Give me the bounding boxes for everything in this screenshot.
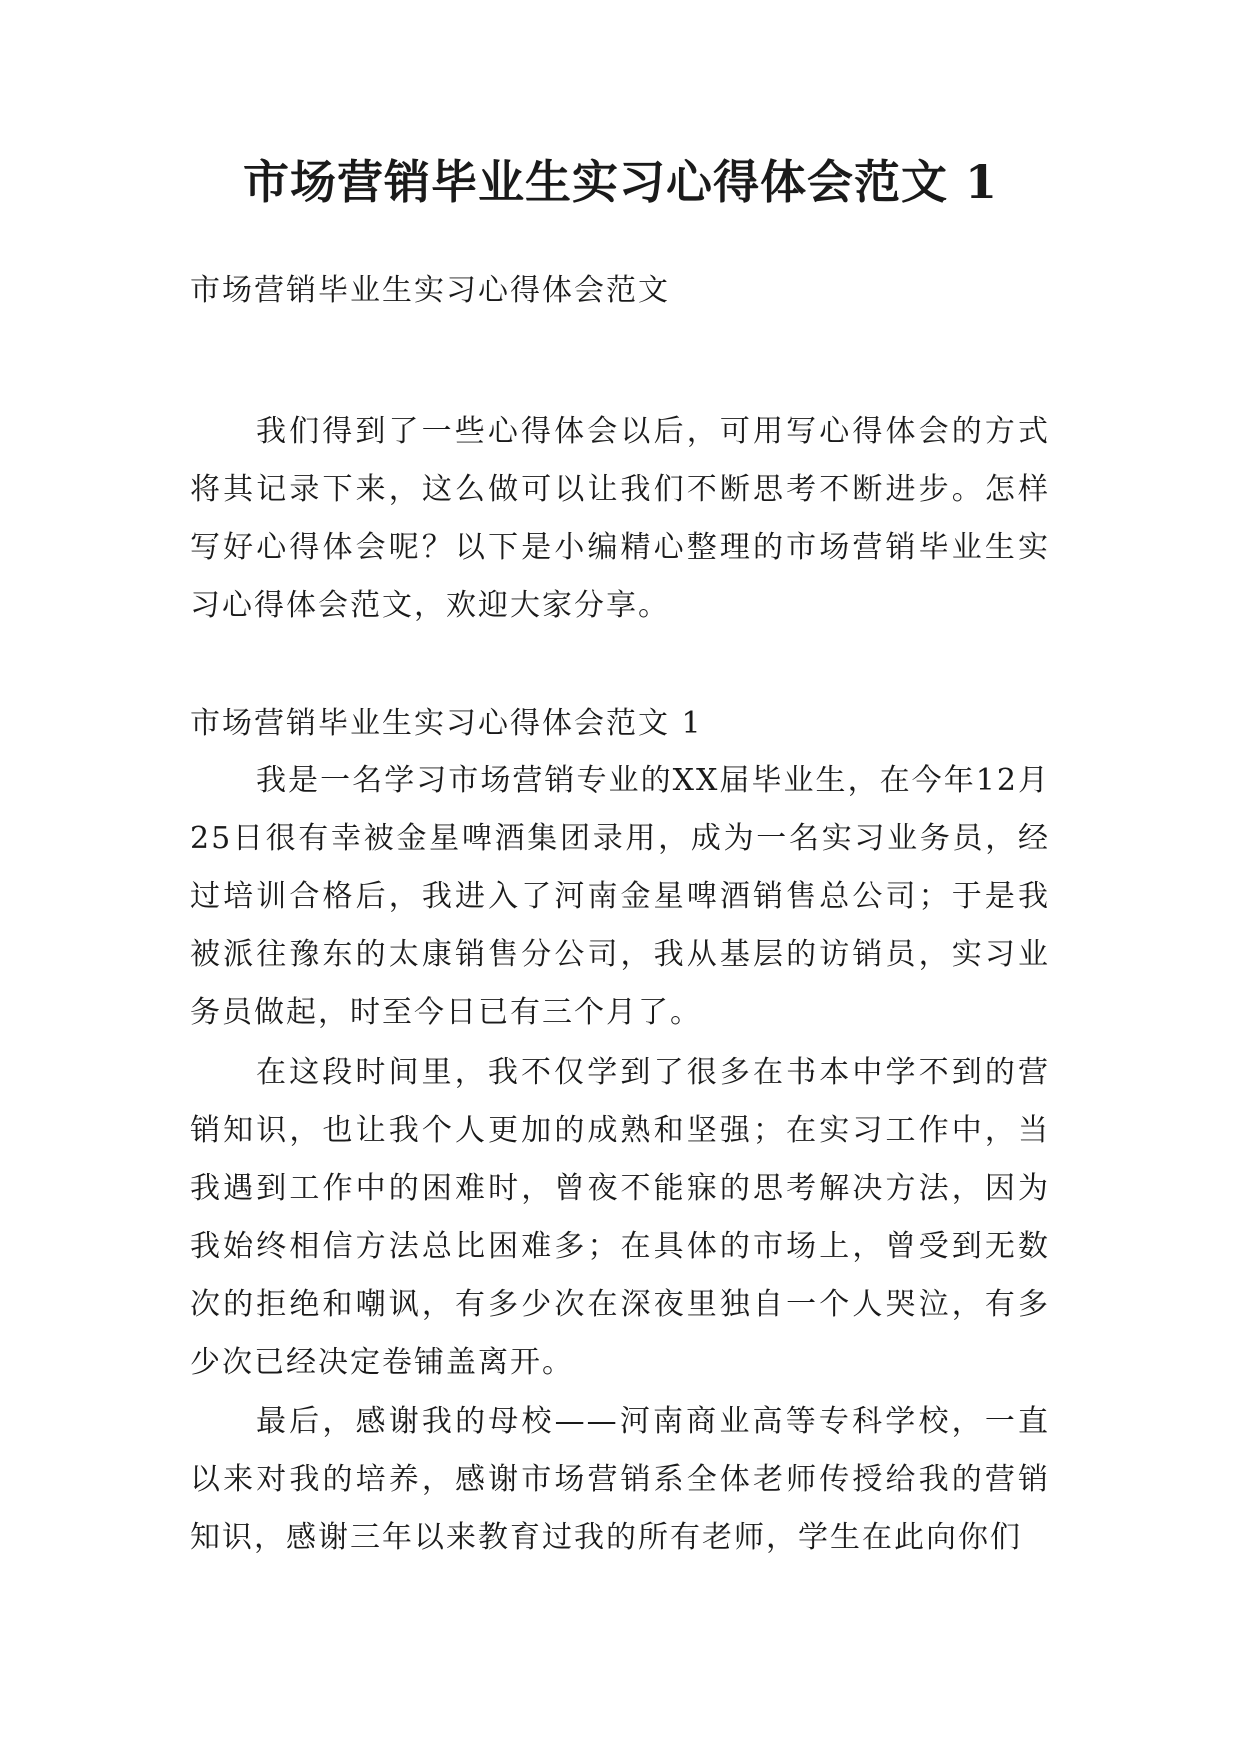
intro-paragraph: 我们得到了一些心得体会以后，可用写心得体会的方式将其记录下来，这么做可以让我们不断思考不断进步。怎样写好心得体会呢？以下是小编精心整理的市场营销毕业生实习心得体会范文，欢迎大家分享。 — [190, 414, 1050, 623]
document-subtitle: 市场营销毕业生实习心得体会范文 — [190, 273, 670, 308]
document-title: 市场营销毕业生实习心得体会范文 1 — [242, 155, 999, 209]
body-paragraph-2: 在这段时间里，我不仅学到了很多在书本中学不到的营销知识，也让我个人更加的成熟和坚强；在实习工作中，当我遇到工作中的困难时，曾夜不能寐的思考解决方法，因为我始终相信方法总比困难多；在具体的市场上，曾受到无数次的拒绝和嘲讽，有多少次在深夜里独自一个人哭泣，有多少次已经决定卷铺盖离开。 — [190, 1055, 1050, 1380]
section-heading: 市场营销毕业生实习心得体会范文 1 — [190, 706, 703, 741]
body-paragraph-1: 我是一名学习市场营销专业的XX届毕业生，在今年12月25日很有幸被金星啤酒集团录用，成为一名实习业务员，经过培训合格后，我进入了河南金星啤酒销售总公司；于是我被派往豫东的太康销售分公司，我从基层的访销员，实习业务员做起，时至今日已有三个月了。 — [190, 763, 1050, 1030]
body-paragraph-3: 最后，感谢我的母校——河南商业高等专科学校，一直以来对我的培养，感谢市场营销系全体老师传授给我的营销知识，感谢三年以来教育过我的所有老师，学生在此向你们 — [190, 1404, 1050, 1555]
